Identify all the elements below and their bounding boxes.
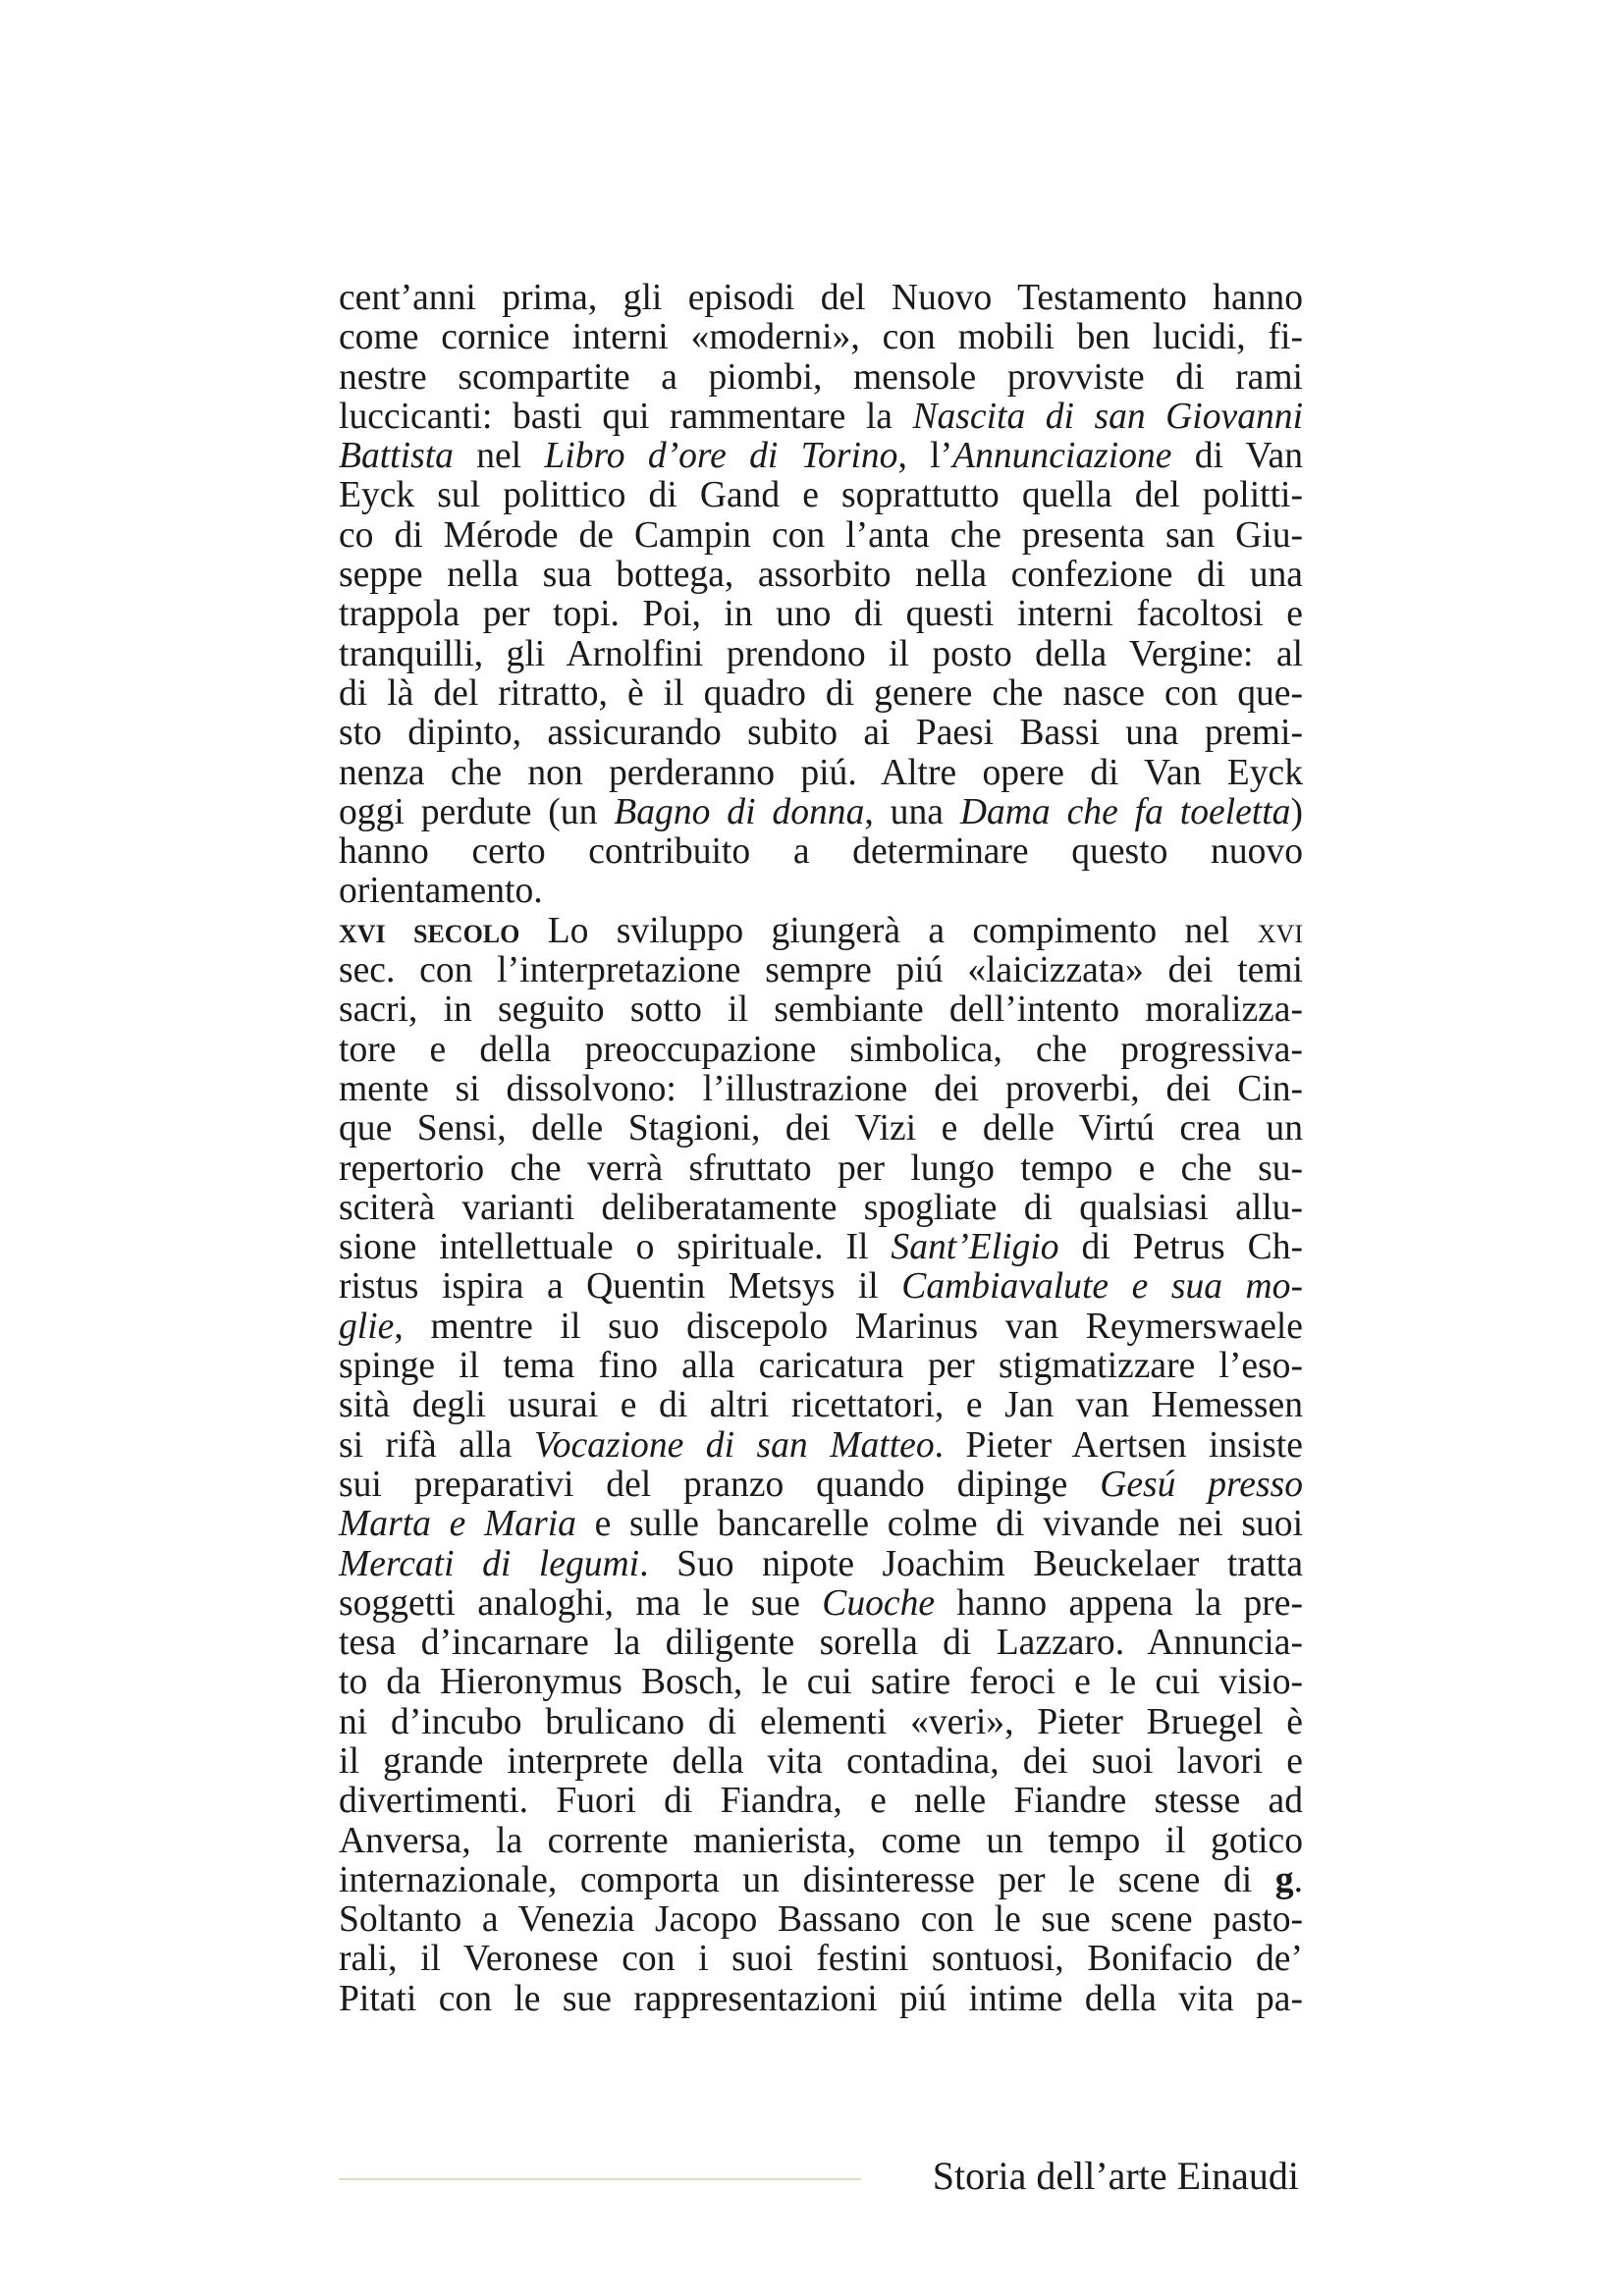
text-line: nestre scompartite a piombi, mensole provviste di rami bbox=[339, 356, 1303, 398]
text-line: orientamento. bbox=[339, 871, 543, 912]
text-line: sto dipinto, assicurando subito ai Paesi Bassi una premi- bbox=[339, 713, 1303, 754]
text-line: sciterà varianti deliberatamente spogliate di qualsiasi allu- bbox=[339, 1187, 1303, 1228]
text-line: soggetti analoghi, ma le sue Cuoche hanno appena la pre- bbox=[339, 1582, 1304, 1624]
text-line: mente si dissolvono: l’illustrazione dei proverbi, dei Cin- bbox=[339, 1068, 1303, 1109]
text-line: hanno certo contribuito a determinare questo nuovo bbox=[339, 831, 1303, 873]
text-line: repertorio che verrà sfruttato per lungo tempo e che su- bbox=[339, 1148, 1303, 1189]
text-line: ristus ispira a Quentin Metsys il Cambiavalute e sua mo- bbox=[339, 1266, 1303, 1308]
text-line: Marta e Maria e sulle bancarelle colme di vivande nei suoi bbox=[339, 1504, 1304, 1545]
text-line: tore e della preoccupazione simbolica, che progressiva- bbox=[339, 1029, 1303, 1070]
text-line: sacri, in seguito sotto il sembiante dell’intento moralizza- bbox=[339, 989, 1303, 1031]
text-line: il grande interprete della vita contadina, dei suoi lavori e bbox=[339, 1740, 1303, 1782]
text-line: di là del ritratto, è il quadro di genere che nasce con que- bbox=[339, 672, 1303, 714]
text-line: come cornice interni «moderni», con mobili ben lucidi, fi- bbox=[339, 317, 1303, 358]
text-line: divertimenti. Fuori di Fiandra, e nelle Fiandre stesse ad bbox=[339, 1781, 1303, 1822]
text-line: seppe nella sua bottega, assorbito nella confezione di una bbox=[339, 555, 1303, 596]
text-line: xvi secolo Lo sviluppo giungerà a compimento nel xvi bbox=[339, 910, 1303, 951]
footer-publication-title: Storia dell’arte Einaudi bbox=[932, 2154, 1299, 2198]
text-line: cent’anni prima, gli episodi del Nuovo Testamento hanno bbox=[339, 278, 1303, 318]
body-text bbox=[339, 279, 1303, 2019]
text-line: oggi perdute (un Bagno di donna, una Dama che fa toeletta) bbox=[339, 791, 1303, 832]
text-line: tesa d’incarnare la diligente sorella di Lazzaro. Annuncia- bbox=[339, 1623, 1303, 1664]
footer-divider bbox=[339, 2178, 861, 2180]
text-line: sità degli usurai e di altri ricettatori, e Jan van Hemessen bbox=[339, 1385, 1303, 1426]
text-line: luccicanti: basti qui rammentare la Nascita di san Giovanni bbox=[339, 396, 1304, 437]
text-line: co di Mérode de Campin con l’anta che presenta san Giu- bbox=[339, 514, 1303, 556]
text-line: sione intellettuale o spirituale. Il Sant’Eligio di Petrus Ch- bbox=[339, 1227, 1303, 1268]
text-line: Battista nel Libro d’ore di Torino, l’Annunciazione di Van bbox=[339, 436, 1303, 477]
text-line: to da Hieronymus Bosch, le cui satire feroci e le cui visio- bbox=[339, 1662, 1303, 1703]
text-line: ni d’incubo brulicano di elementi «veri», Pieter Bruegel è bbox=[339, 1701, 1303, 1742]
text-line: nenza che non perderanno piú. Altre opere di Van Eyck bbox=[339, 752, 1303, 793]
text-line: Mercati di legumi. Suo nipote Joachim Beuckelaer tratta bbox=[339, 1543, 1304, 1584]
text-line: Soltanto a Venezia Jacopo Bassano con le sue scene pasto- bbox=[339, 1899, 1303, 1941]
text-line: sec. con l’interpretazione sempre piú «laicizzata» dei temi bbox=[339, 950, 1303, 991]
text-line: glie, mentre il suo discepolo Marinus van Reymerswaele bbox=[339, 1306, 1303, 1347]
text-line: tranquilli, gli Arnolfini prendono il posto della Vergine: al bbox=[339, 633, 1303, 674]
section-heading: xvi secolo bbox=[339, 910, 520, 951]
text-line: Eyck sul polittico di Gand e soprattutto quella del politti- bbox=[339, 475, 1303, 516]
text-line: Pitati con le sue rappresentazioni piú intime della vita pa- bbox=[339, 1978, 1303, 2019]
text-line: internazionale, comporta un disinteresse per le scene di g. bbox=[339, 1859, 1303, 1900]
text-line: sui preparativi del pranzo quando dipinge Gesú presso bbox=[339, 1464, 1303, 1505]
text-line: spinge il tema fino alla caricatura per stigmatizzare l’eso- bbox=[339, 1346, 1303, 1387]
text-line: rali, il Veronese con i suoi festini sontuosi, Bonifacio de’ bbox=[339, 1939, 1303, 1980]
text-line: si rifà alla Vocazione di san Matteo. Pieter Aertsen insiste bbox=[339, 1424, 1303, 1466]
text-line: Anversa, la corrente manierista, come un tempo il gotico bbox=[339, 1820, 1303, 1861]
text-line: trappola per topi. Poi, in uno di questi interni facoltosi e bbox=[339, 594, 1303, 635]
text-line: que Sensi, delle Stagioni, dei Vizi e delle Virtú crea un bbox=[339, 1108, 1303, 1149]
